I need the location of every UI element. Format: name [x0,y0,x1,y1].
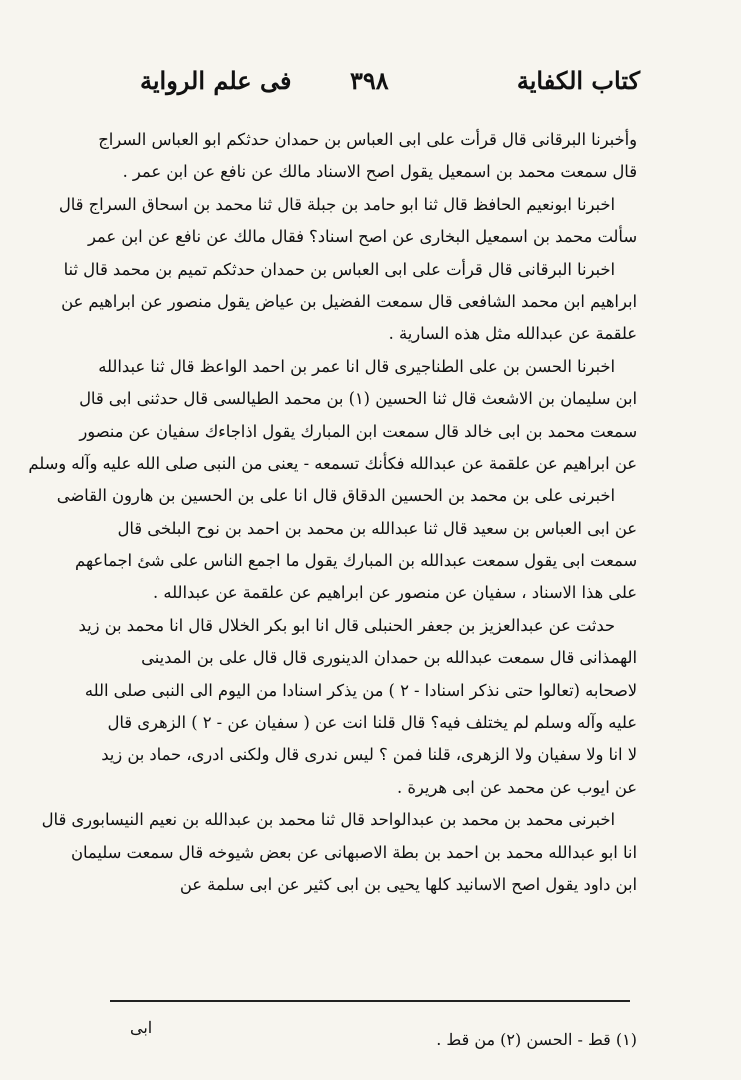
text-line: سألت محمد بن اسمعيل البخارى عن اصح اسناد؟ فقال مالك عن نافع عن ابن عمر [87,227,637,247]
catchword: ابى [130,1018,153,1037]
text-line: سمعت محمد بن ابى خالد قال سمعت ابن المبارك يقول اذاجاءك سفيان عن منصور [79,421,637,441]
text-line: على هذا الاسناد ، سفيان عن منصور عن ابراهيم عن علقمة عن عبدالله . [153,583,637,603]
text-line: انا ابو عبدالله محمد بن احمد بن بطة الاصبهانى عن بعض شيوخه قال سمعت سليمان [71,842,637,862]
text-line: عن ابى العباس بن سعيد قال ثنا عبدالله بن محمد بن احمد بن نوح البلخى قال [117,518,637,538]
text-line: عن ابراهيم عن علقمة عن عبدالله فكأنك تسمعه - يعنى من النبى صلى الله عليه وآله وسلم [28,453,637,473]
text-line: سمعت ابى يقول سمعت عبدالله بن المبارك يقول ما اجمع الناس على شئ اجماعهم [75,551,637,571]
text-line: عليه وآله وسلم لم يختلف فيه؟ قال قلنا انت عن ( سفيان عن - ٢ ) الزهرى قال [107,713,637,733]
text-line: ابراهيم ابن محمد الشافعى قال سمعت الفضيل بن عياض يقول منصور عن ابراهيم عن [61,291,637,311]
text-line: لاصحابه (تعالوا حتى نذكر اسنادا - ٢ ) من يذكر اسنادا من اليوم الى النبى صلى الله [84,680,637,700]
text-line: لا انا ولا سفيان ولا الزهرى، قلنا فمن ؟ ليس ندرى قال ولكنى ادرى، حماد بن زيد [101,745,637,765]
footnote-divider [110,1000,630,1002]
book-subtitle: فى علم الرواية [140,66,292,95]
text-line: قال سمعت محمد بن اسمعيل يقول اصح الاسناد مالك عن نافع عن ابن عمر . [122,162,637,182]
text-line: ابن سليمان بن الاشعث قال ثنا الحسين (١) بن محمد الطيالسى قال حدثنى ابى قال [79,389,637,409]
text-line: اخبرنا الحسن بن على الطناجيرى قال انا عمر بن احمد الواعظ قال ثنا عبدالله [98,356,615,376]
page-number: ٣٩٨ [350,66,389,95]
book-title: كتاب الكفاية [516,66,640,95]
footnote: (١) قط - الحسن (٢) من قط . [436,1030,637,1049]
text-line: اخبرنا ابونعيم الحافظ قال ثنا ابو حامد بن جبلة قال ثنا محمد بن اسحاق السراج قال [58,194,615,214]
text-line: اخبرنى على بن محمد بن الحسين الدقاق قال انا على بن الحسين بن هارون القاضى [56,486,615,506]
text-line: ابن داود يقول اصح الاسانيد كلها يحيى بن ابى كثير عن ابى سلمة عن [179,874,637,894]
page-header [140,66,640,106]
text-line: عن ايوب عن محمد عن ابى هريرة . [397,777,637,797]
text-line: اخبرنى محمد بن محمد بن عبدالواحد قال ثنا محمد بن عبدالله بن نعيم النيسابورى قال [41,810,615,830]
body-text [28,124,637,901]
text-line: الهمذانى قال سمعت عبدالله بن حمدان الدينورى قال قال على بن المدينى [141,648,637,668]
text-line: اخبرنا البرقانى قال قرأت على ابى العباس بن حمدان حدثكم تميم بن محمد قال ثنا [63,259,615,279]
text-line: علقمة عن عبدالله مثل هذه السارية . [388,324,637,344]
text-line: حدثت عن عبدالعزيز بن جعفر الحنبلى قال انا ابو بكر الخلال قال انا محمد بن زيد [78,615,615,635]
text-line: وأخبرنا البرقانى قال قرأت على ابى العباس بن حمدان حدثكم ابو العباس السراج [98,130,637,149]
